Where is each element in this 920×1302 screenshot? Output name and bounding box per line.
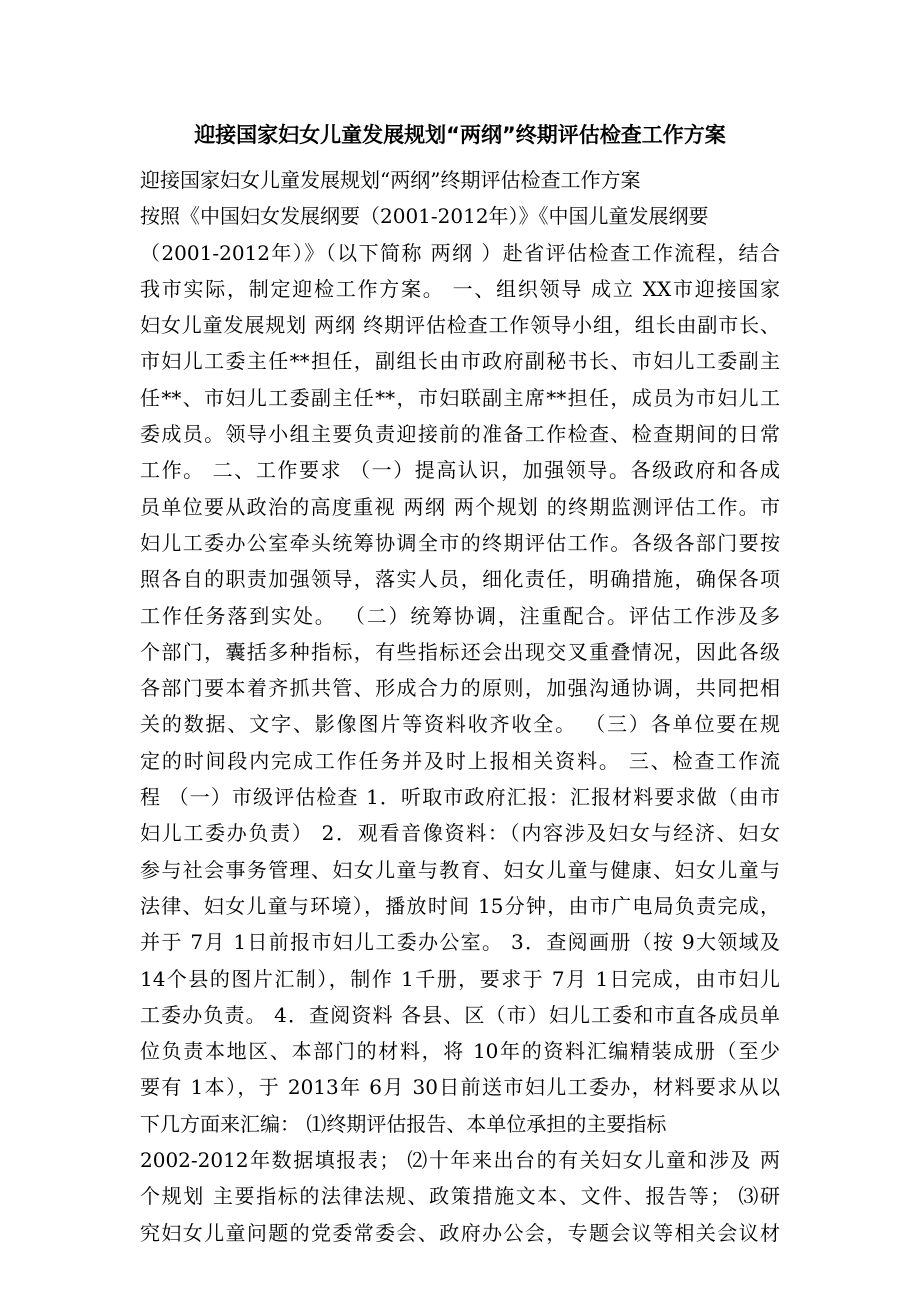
body-line: 照各自的职责加强领导，落实人员，细化责任，明确措施，确保各项 <box>140 567 780 592</box>
body-line: 按照《中国妇女发展纲要（2001-2012年）》《中国儿童发展纲要 <box>140 204 709 229</box>
body-line: 迎接国家妇女儿童发展规划“两纲”终期评估检查工作方案 <box>140 168 641 192</box>
body-line: 我市实际，制定迎检工作方案。 一、组织领导 成立 XX市迎接国家 <box>140 276 780 301</box>
body-line: 2002-2012年数据填报表； ⑵十年来出台的有关妇女儿童和涉及 两 <box>140 1148 780 1173</box>
document-title: 迎接国家妇女儿童发展规划“两纲”终期评估检查工作方案 <box>194 123 726 147</box>
body-line: 个部门，囊括多种指标，有些指标还会出现交叉重叠情况，因此各级 <box>140 639 780 664</box>
body-line: 任**、市妇儿工委副主任**，市妇联副主席**担任，成员为市妇儿工 <box>140 385 780 410</box>
body-line: 各部门要本着齐抓共管、形成合力的原则，加强沟通协调，共同把相 <box>140 676 780 701</box>
body-line: 妇儿工委办公室牵头统筹协调全市的终期评估工作。各级各部门要按 <box>140 530 780 555</box>
body-line: （2001-2012年）》（以下简称 两纲 ）赴省评估检查工作流程，结合 <box>140 240 780 265</box>
body-line: 究妇女儿童问题的党委常委会、政府办公会，专题会议等相关会议材 <box>140 1220 780 1245</box>
body-line: 位负责本地区、本部门的材料，将 10年的资料汇编精装成册（至少 <box>140 1039 780 1064</box>
body-line: 员单位要从政治的高度重视 两纲 两个规划 的终期监测评估工作。市 <box>140 494 780 519</box>
body-line: 参与社会事务管理、妇女儿童与教育、妇女儿童与健康、妇女儿童与 <box>140 857 780 882</box>
body-line: 市妇儿工委主任**担任，副组长由市政府副秘书长、市妇儿工委副主 <box>140 349 780 374</box>
body-line: 个规划 主要指标的法律法规、政策措施文本、文件、报告等； ⑶研 <box>140 1184 780 1209</box>
body-line: 程 （一）市级评估检查 1．听取市政府汇报：汇报材料要求做（由市 <box>140 785 780 810</box>
body-line: 关的数据、文字、影像图片等资料收齐收全。 （三）各单位要在规 <box>140 712 780 737</box>
body-line: 法律、妇女儿童与环境），播放时间 15分钟，由市广电局负责完成， <box>140 893 780 918</box>
body-line: 工作。 二、工作要求 （一）提高认识，加强领导。各级政府和各成 <box>140 458 780 483</box>
body-line: 委成员。领导小组主要负责迎接前的准备工作检查、检查期间的日常 <box>140 422 780 447</box>
body-line: 下几方面来汇编： ⑴终期评估报告、本单位承担的主要指标 <box>140 1111 667 1136</box>
body-line: 工作任务落到实处。 （二）统筹协调，注重配合。评估工作涉及多 <box>140 603 780 628</box>
body-line: 妇儿工委办负责） 2．观看音像资料：（内容涉及妇女与经济、妇女 <box>140 821 780 846</box>
body-line: 定的时间段内完成工作任务并及时上报相关资料。 三、检查工作流 <box>140 748 780 773</box>
document-body <box>140 162 780 1251</box>
body-line: 要有 1本），于 2013年 6月 30日前送市妇儿工委办，材料要求从以 <box>140 1075 780 1100</box>
body-line: 并于 7月 1日前报市妇儿工委办公室。 3．查阅画册（按 9大领域及 <box>140 930 780 955</box>
body-line: 工委办负责。 4．查阅资料 各县、区（市）妇儿工委和市直各成员单 <box>140 1002 780 1027</box>
body-line: 妇女儿童发展规划 两纲 终期评估检查工作领导小组，组长由副市长、 <box>140 313 780 338</box>
body-line: 14个县的图片汇制），制作 1千册，要求于 7月 1日完成，由市妇儿 <box>140 966 780 991</box>
